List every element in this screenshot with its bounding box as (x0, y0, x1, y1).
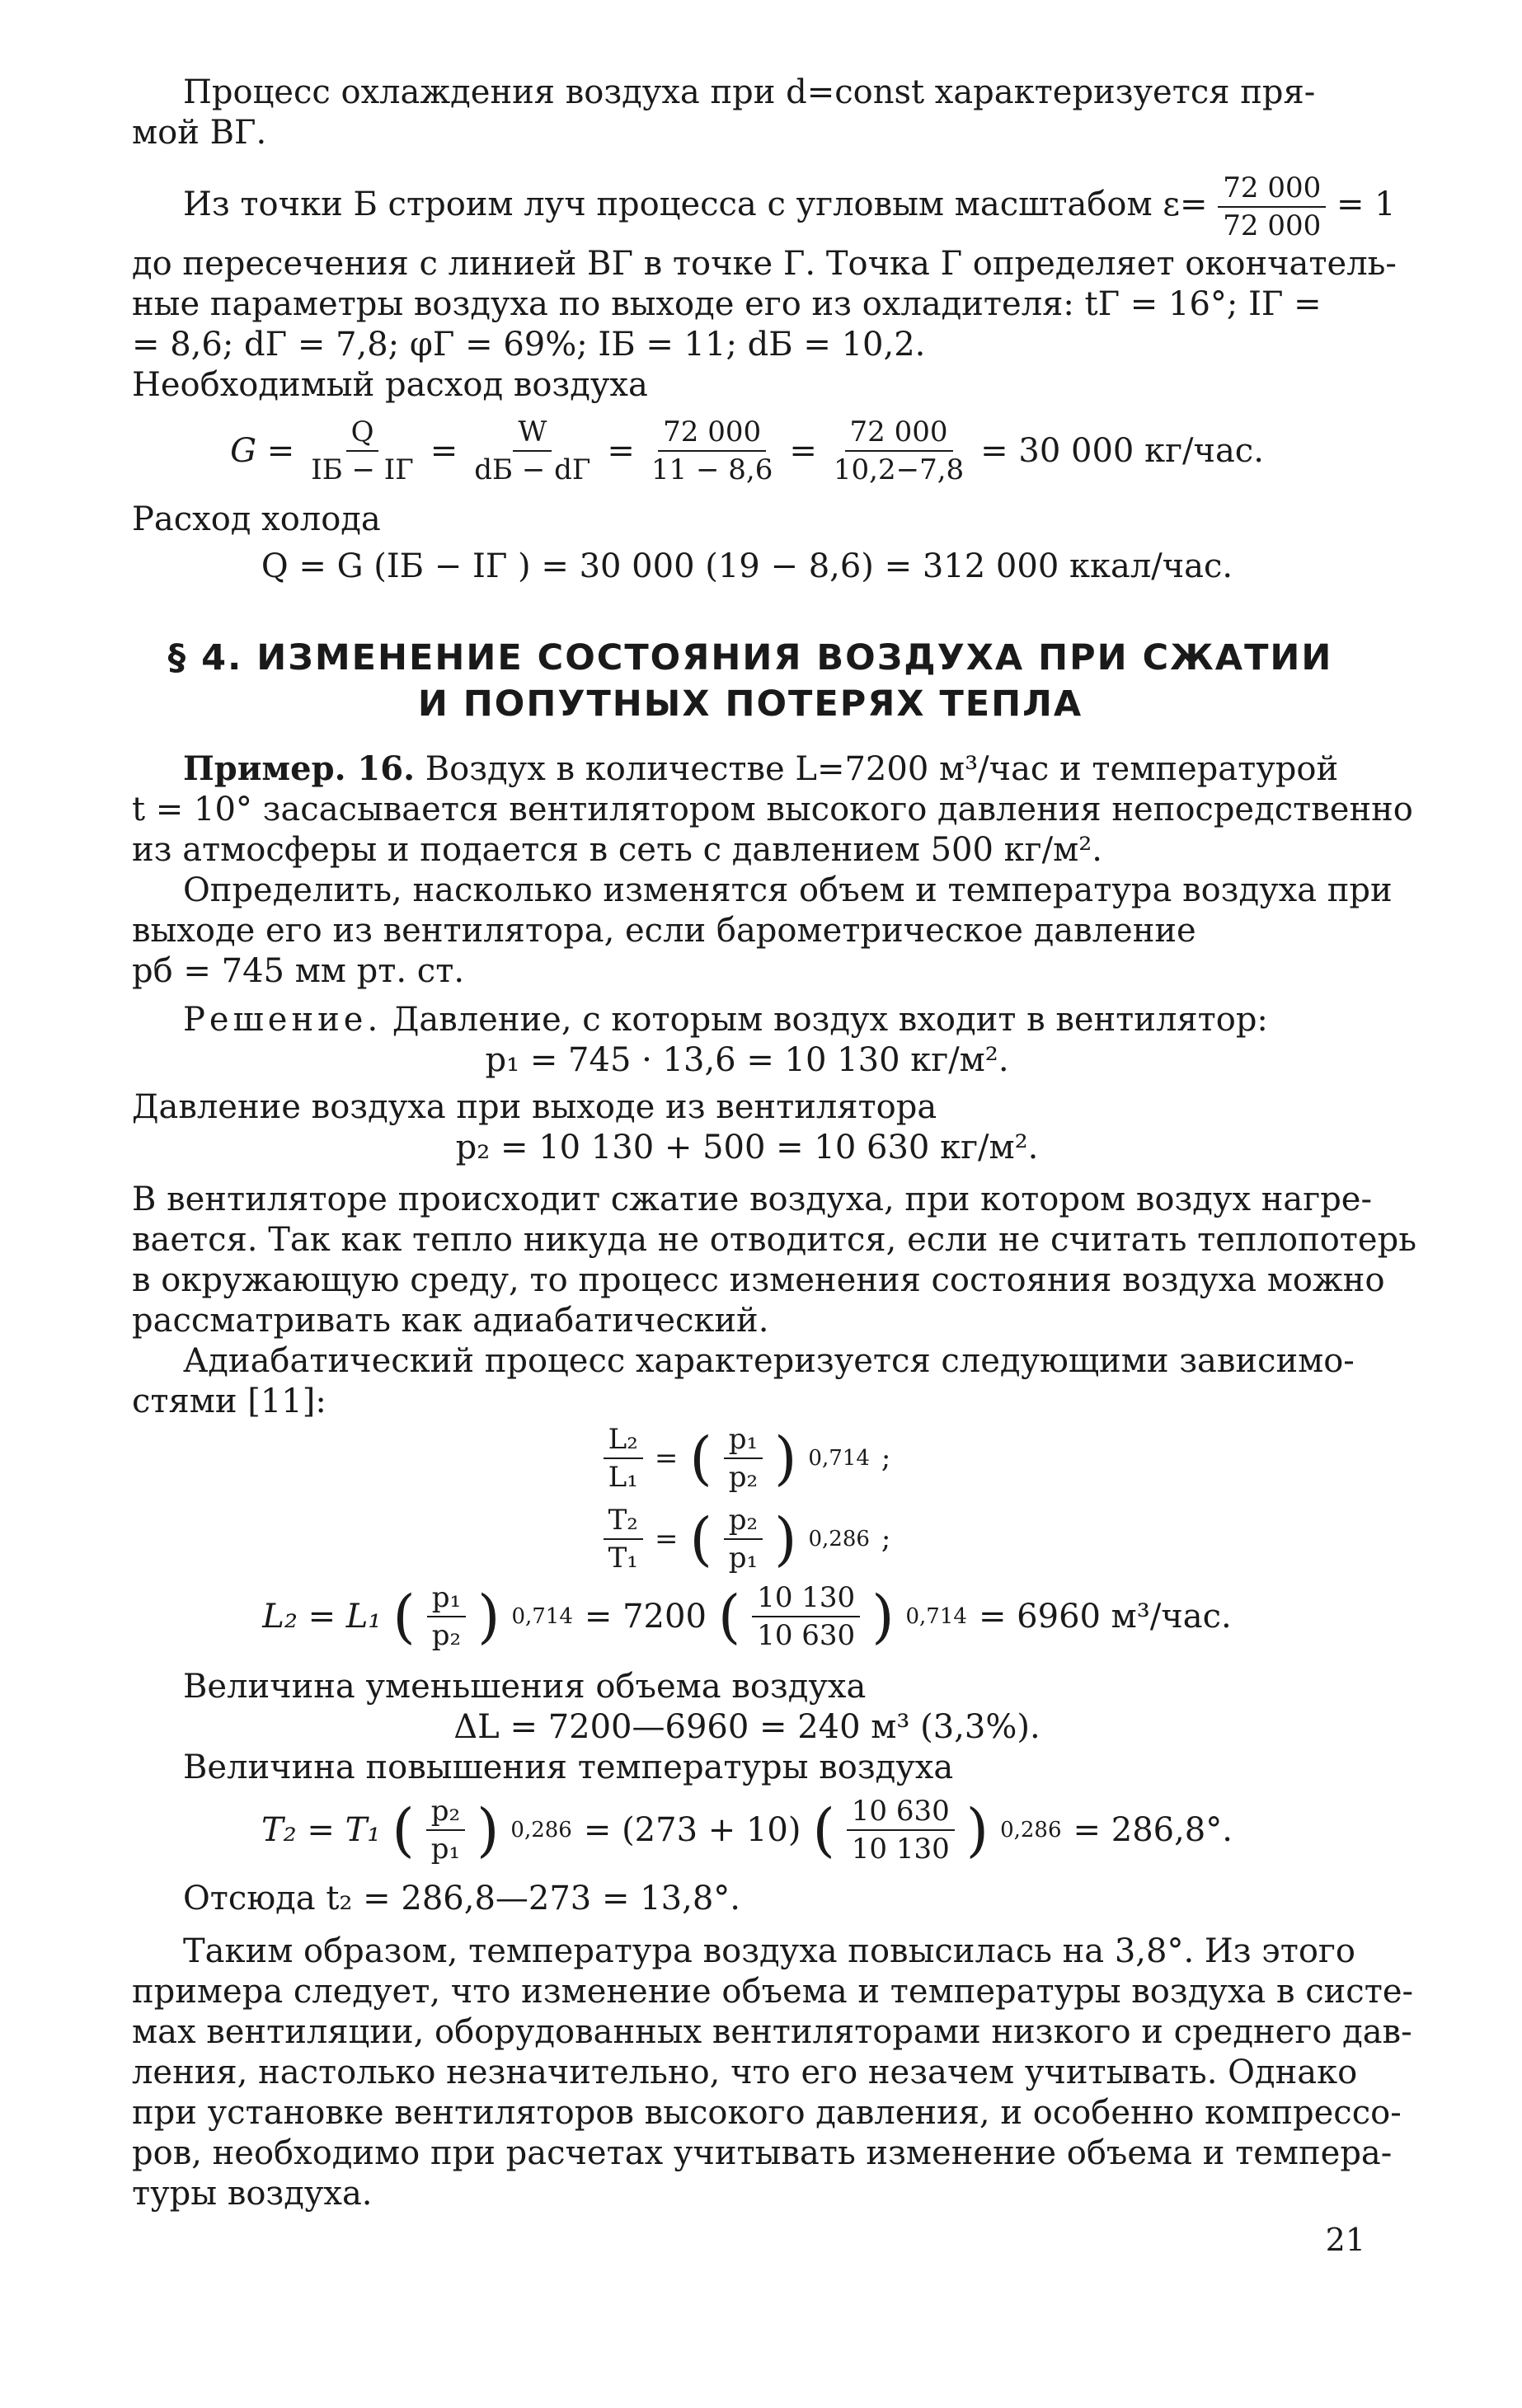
text-line: Расход холода (132, 500, 381, 538)
page-number: 21 (1325, 2222, 1365, 2258)
fraction-numerator: Q (346, 414, 379, 452)
text-line: рассматривать как адиабатический. (132, 1302, 769, 1340)
exponent: 0,286 (808, 1526, 870, 1551)
text-line: ные параметры воздуха по выходе его из охладителя: tГ = 16°; IГ = (132, 285, 1322, 323)
text-line: Из точки Б строим луч процесса с угловым масштабом ε= (183, 185, 1208, 223)
fraction-denominator: L₁ (608, 1461, 638, 1494)
section-heading (165, 635, 1336, 727)
text-line: до пересечения с линией ВГ в точке Г. Точка Г определяет окончатель- (132, 245, 1397, 283)
text-line: Давление воздуха при выходе из вентилятора (132, 1088, 937, 1126)
fraction-denominator: 72 000 (1223, 209, 1322, 242)
q-formula: Q = G (IБ − IГ ) = 30 000 (19 − 8,6) = 312 000 ккал/час. (261, 547, 1233, 585)
text-line: Давление, с которым воздух входит в вентилятор: (392, 1001, 1268, 1039)
fraction-denominator: dБ − dГ (474, 453, 591, 486)
fraction-numerator: 10 130 (752, 1580, 860, 1617)
text-line: Величина повышения температуры воздуха (183, 1748, 954, 1786)
text-line: Необходимый расход воздуха (132, 366, 648, 404)
fraction-denominator: 11 − 8,6 (651, 453, 773, 486)
text-line: туры воздуха. (132, 2175, 373, 2213)
text-line: В вентиляторе происходит сжатие воздуха, при котором воздух нагре- (132, 1181, 1372, 1218)
heading-line: И ПОПУТНЫХ ПОТЕРЯХ ТЕПЛА (417, 683, 1083, 725)
intro-block (132, 73, 1397, 587)
fraction-denominator: 10 630 (757, 1619, 856, 1652)
fraction-numerator: 72 000 (845, 414, 953, 452)
exponent: 0,714 (511, 1603, 573, 1629)
formula-result: = 6960 м³/час. (978, 1597, 1232, 1636)
text-line: Величина уменьшения объема воздуха (183, 1668, 867, 1706)
formula-result: = 286,8°. (1073, 1810, 1233, 1849)
text-line: при установке вентиляторов высокого давления, и особенно компрессо- (132, 2094, 1402, 2132)
text-line: Воздух в количестве L=7200 м³/час и температурой (425, 750, 1339, 788)
conclusion-block (132, 1932, 1414, 2214)
fraction-denominator: 10,2−7,8 (833, 453, 965, 486)
exponent: 0,714 (808, 1445, 870, 1471)
fraction-denominator: T₁ (608, 1542, 638, 1575)
solution-label: Решение. (183, 1001, 383, 1039)
fraction-numerator: T₂ (604, 1502, 643, 1540)
formula-l2: L₂ = L₁ ( $\frac{\text{p₁}}{\text{p₂}}$ ) 0,714 = 7200 ( $\frac{10 130}{10 630}$ ) 0,714 = 6960 м³/час. (262, 1581, 1232, 1652)
fraction-numerator: 72 000 (1218, 170, 1326, 208)
formula-result: = 30 000 кг/час. (980, 431, 1264, 470)
g-formula: G = $\frac{Q}{IБ - IГ}$ = $\frac{W}{dБ - dГ}$ = $\frac{72 000}{11 - 8,6}$ = $\frac{72 000}{10,2-7,8}$ = 30 000 кг/час. (230, 415, 1264, 486)
fraction-numerator: L₂ (604, 1421, 643, 1459)
fraction (469, 414, 595, 488)
fraction (306, 414, 418, 488)
fraction-denominator: 10 130 (851, 1833, 950, 1866)
text-line: мах вентиляции, оборудованных вентиляторами низкого и среднего дав- (132, 2013, 1412, 2051)
text-line: стями [11]: (132, 1382, 326, 1420)
text-line: = 8,6; dГ = 7,8; φГ = 69%; IБ = 11; dБ = 10,2. (132, 326, 926, 364)
formula-middle: = 7200 (584, 1597, 707, 1636)
formula-t2: T₂ = T₁ ( $\frac{\text{p₂}}{\text{p₁}}$ ) 0,286 = (273 + 10) ( $\frac{10 630}{10 130}$ ) 0,286 = 286,8°. (261, 1795, 1233, 1866)
text-line: ров, необходимо при расчетах учитывать изменение объема и темпера- (132, 2134, 1393, 2172)
fraction-denominator: IБ − IГ (311, 453, 414, 486)
text-line: из атмосферы и подается в сеть с давлением 500 кг/м². (132, 831, 1102, 869)
formula-lhs: G = (230, 431, 295, 470)
text-line: Процесс охлаждения воздуха при d=const характеризуется пря- (183, 73, 1316, 111)
text-line: ления, настолько незначительно, что его незачем учитывать. Однако (132, 2054, 1358, 2091)
text-line: мой ВГ. (132, 114, 267, 152)
fraction-numerator: p₂ (426, 1793, 465, 1831)
fraction-numerator: 10 630 (847, 1793, 955, 1831)
fraction-numerator: p₁ (724, 1421, 763, 1459)
formula-middle: = (273 + 10) (583, 1810, 801, 1849)
fraction-denominator: p₁ (430, 1833, 461, 1866)
fraction-denominator: p₁ (728, 1542, 759, 1575)
exponent: 0,714 (905, 1603, 967, 1629)
fraction-numerator: 72 000 (658, 414, 766, 452)
text-line: Отсюда t₂ = 286,8—273 = 13,8°. (183, 1880, 740, 1917)
text-line: Адиабатический процесс характеризуется следующими зависимо- (183, 1342, 1355, 1380)
fraction-numerator: p₂ (724, 1502, 763, 1540)
exponent: 0,286 (1000, 1817, 1062, 1842)
text-line: выходе его из вентилятора, если барометрическое давление (132, 912, 1196, 950)
text-line: pб = 745 мм рт. ст. (132, 952, 465, 990)
formula-lhs: L₂ = L₁ (262, 1597, 382, 1636)
text-line: Определить, насколько изменятся объем и температура воздуха при (183, 871, 1393, 909)
fraction-denominator: p₂ (431, 1619, 462, 1652)
epsilon-result: = 1 (1336, 185, 1396, 223)
text-line: вается. Так как тепло никуда не отводится, если не считать теплопотерь (132, 1221, 1416, 1259)
example-label: Пример. 16. (183, 749, 416, 788)
fraction (829, 414, 969, 488)
text-line: t = 10° засасывается вентилятором высокого давления непосредственно (132, 791, 1413, 828)
example-block (132, 749, 1416, 1422)
fraction (646, 414, 777, 488)
text-line: в окружающую среду, то процесс изменения состояния воздуха можно (132, 1261, 1385, 1299)
p1-formula: p₁ = 745 · 13,6 = 10 130 кг/м². (485, 1041, 1009, 1079)
formula-temperature-ratio: $\frac{\text{T₂}}{\text{T₁}}$ = ( $\frac{\text{p₂}}{\text{p₁}}$ ) 0,286 ; (132, 1499, 1362, 1576)
heading-line: § 4. ИЗМЕНЕНИЕ СОСТОЯНИЯ ВОЗДУХА ПРИ СЖАТИИ (167, 637, 1333, 678)
text-line: примера следует, что изменение объема и температуры воздуха в систе- (132, 1973, 1414, 2011)
formula-volume-ratio: $\frac{\text{L₂}}{\text{L₁}}$ = ( $\frac{\text{p₁}}{\text{p₂}}$ ) 0,714 ; (132, 1418, 1362, 1495)
formula-block (132, 1418, 1362, 1919)
exponent: 0,286 (510, 1817, 572, 1842)
formula-lhs: T₂ = T₁ (261, 1810, 381, 1849)
text-line: Таким образом, температура воздуха повысилась на 3,8°. Из этого (183, 1932, 1355, 1970)
p2-formula: p₂ = 10 130 + 500 = 10 630 кг/м². (455, 1129, 1039, 1166)
fraction-numerator: p₁ (427, 1580, 466, 1617)
epsilon-fraction (1218, 170, 1326, 244)
delta-l-formula: ΔL = 7200—6960 = 240 м³ (3,3%). (453, 1708, 1041, 1746)
fraction-numerator: W (513, 414, 552, 452)
scale-line (132, 170, 1396, 244)
fraction-denominator: p₂ (728, 1461, 759, 1494)
